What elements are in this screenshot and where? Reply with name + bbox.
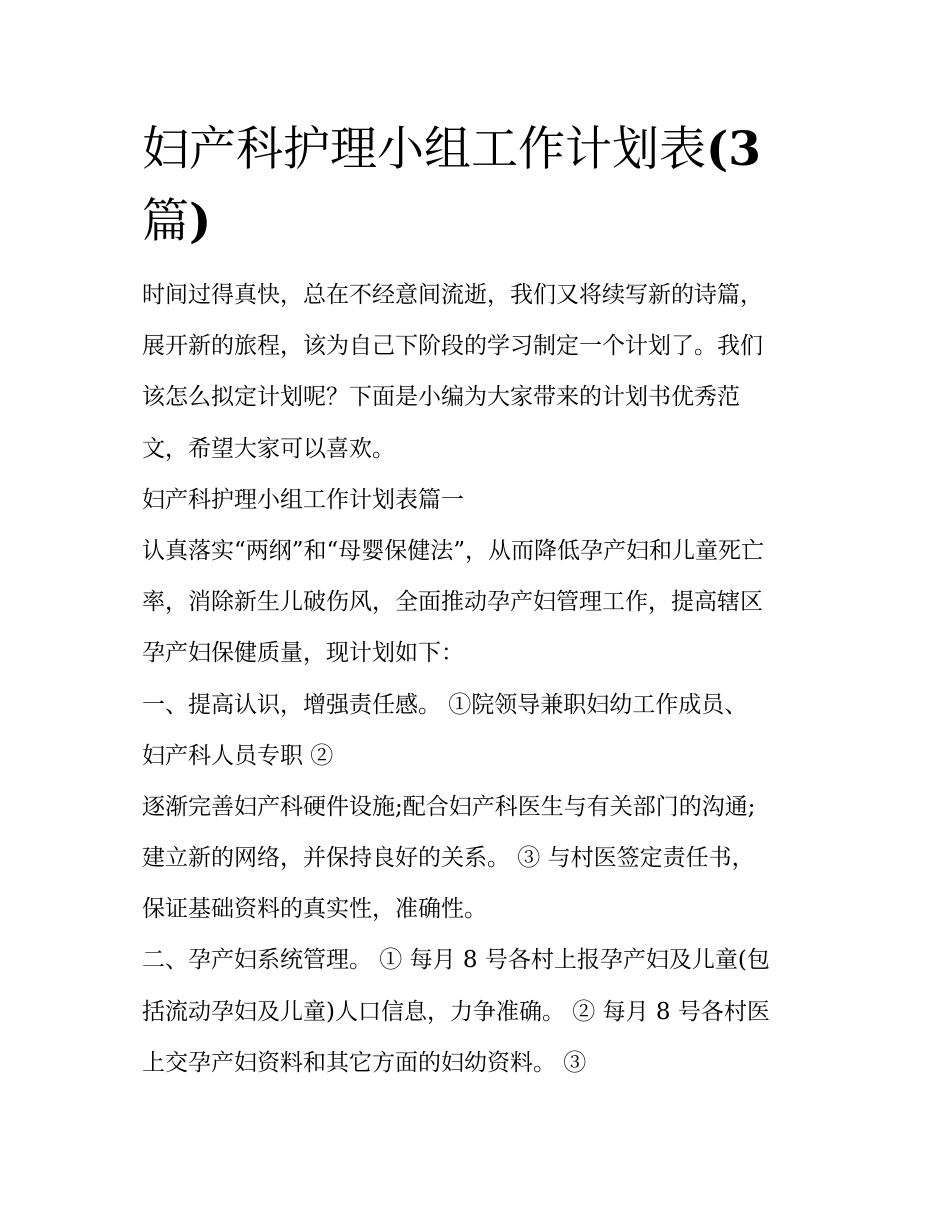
body-line: 率，消除新生儿破伤风，全面推动孕产妇管理工作，提高辖区: [142, 589, 763, 616]
body-line: 逐渐完善妇产科硬件设施;配合妇产科医生与有关部门的沟通;: [142, 793, 756, 820]
section-heading: 妇产科护理小组工作计划表篇一: [142, 486, 464, 513]
body-line: 文，希望大家可以喜欢。: [142, 435, 395, 462]
body-line: 上交孕产妇资料和其它方面的妇幼资料。 ③: [142, 1049, 587, 1076]
body-line: 二、孕产妇系统管理。 ① 每月 8 号各村上报孕产妇及儿童(包: [142, 947, 770, 974]
body-line: 建立新的网络，并保持良好的关系。 ③ 与村医签定责任书，: [142, 845, 755, 872]
body-line: 该怎么拟定计划呢？下面是小编为大家带来的计划书优秀范: [142, 384, 740, 411]
body-line: 时间过得真快，总在不经意间流逝，我们又将续写新的诗篇，: [142, 282, 763, 308]
body-line: 认真落实“两纲”和“母婴保健法”，从而降低孕产妇和儿童死亡: [142, 537, 765, 564]
document-body: [142, 280, 822, 1099]
body-line: 一、提高认识，增强责任感。 ①院领导兼职妇幼工作成员、: [142, 691, 748, 718]
body-line: 保证基础资料的真实性，准确性。: [142, 896, 487, 923]
body-line: 括流动孕妇及儿童)人口信息，力争准确。 ② 每月 8 号各村医: [142, 998, 770, 1025]
body-line: 展开新的旅程，该为自己下阶段的学习制定一个计划了。我们: [142, 333, 763, 360]
title-line1-text: 妇产科护理小组工作计划表: [142, 122, 706, 177]
body-line: 妇产科人员专职 ②: [142, 742, 334, 769]
document-title: [142, 114, 822, 258]
title-line1-bold: (3: [706, 122, 761, 177]
title-line2-text: 篇: [142, 194, 189, 249]
body-line: 孕产妇保健质量，现计划如下：: [142, 640, 464, 667]
title-line2-bold: ): [189, 194, 212, 249]
